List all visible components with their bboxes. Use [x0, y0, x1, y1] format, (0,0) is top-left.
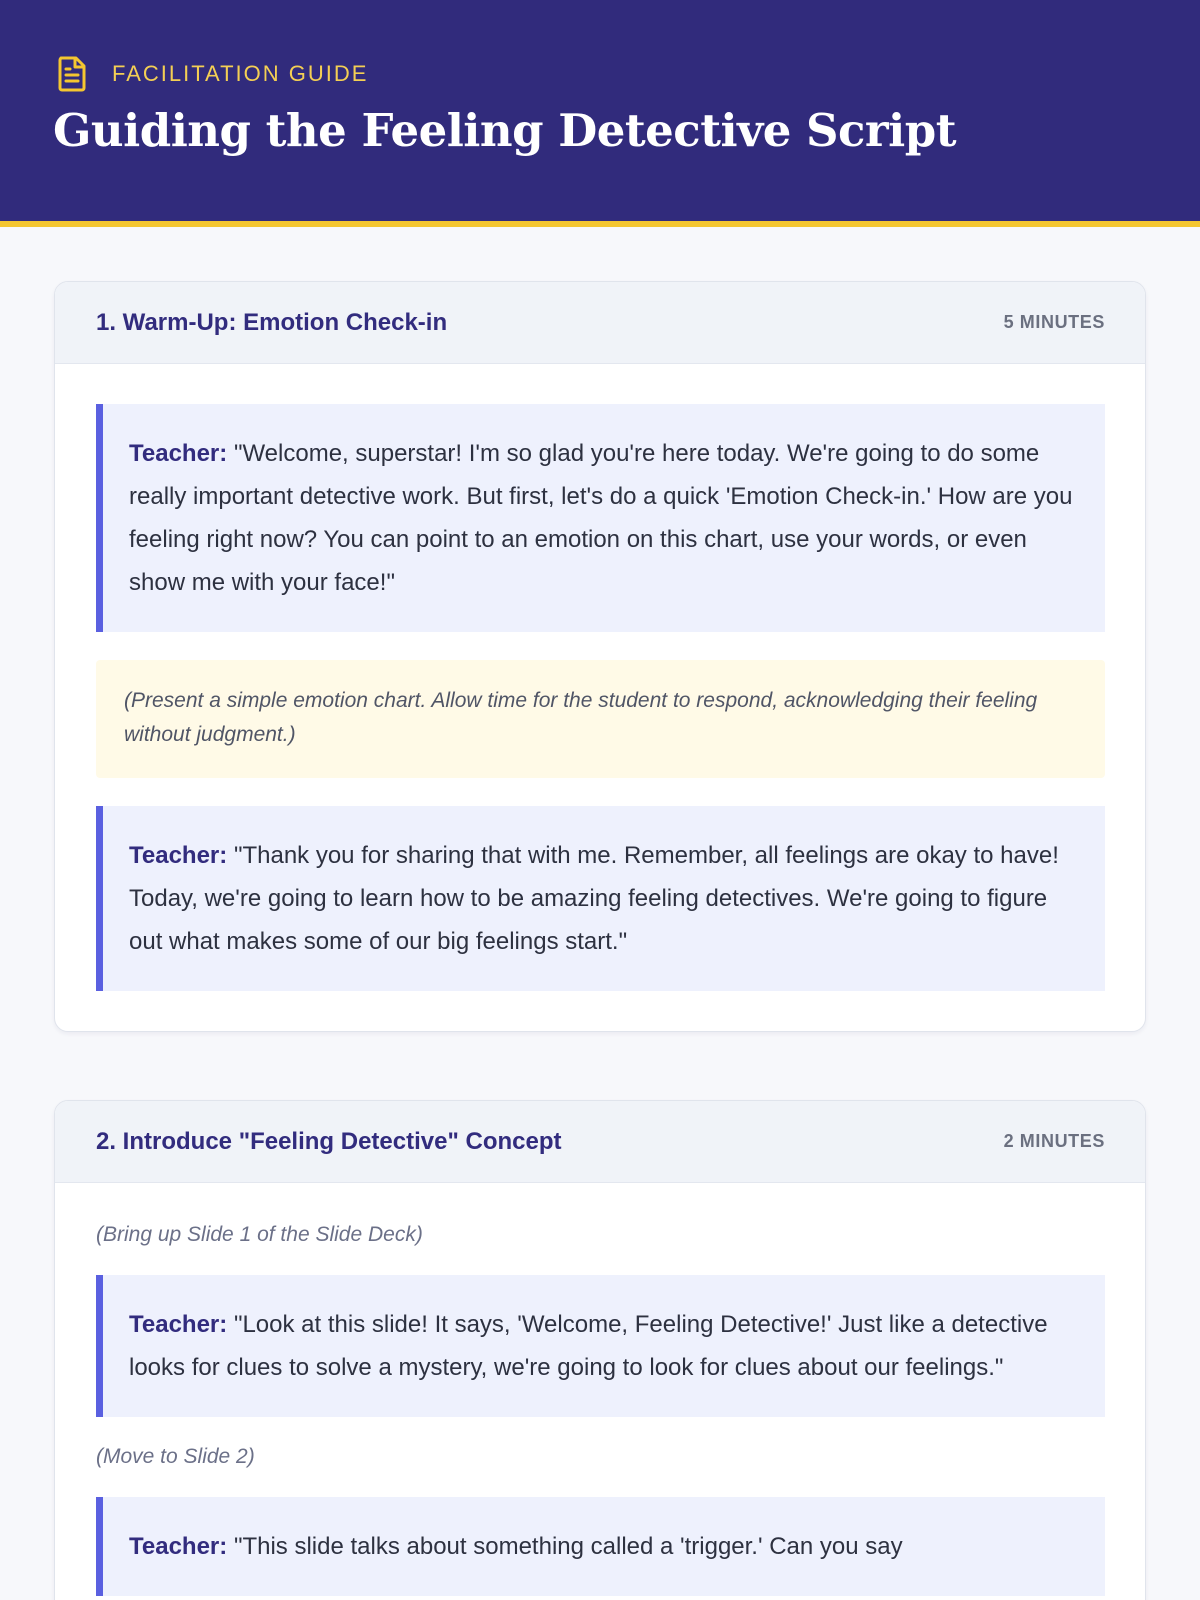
slide-cue: (Bring up Slide 1 of the Slide Deck) [96, 1223, 423, 1246]
eyebrow-label: FACILITATION GUIDE [112, 61, 369, 86]
teacher-script-text: "This slide talks about something called a 'trigger.' Can you say [233, 1533, 903, 1560]
teacher-script-text: "Welcome, superstar! I'm so glad you're here today. We're going to do some really important detective work. But first, let's do a quick 'Emotion Check-in.' How are you feeling right now? You can point to an emotion on this chart, use your words, or even show me with your face!" [129, 440, 1073, 596]
teacher-script-block [96, 1275, 1105, 1417]
document-icon [54, 54, 90, 94]
section-duration: 2 MINUTES [1003, 1131, 1105, 1151]
section-title: 1. Warm-Up: Emotion Check-in [96, 308, 448, 336]
section-card-introduce-concept [54, 1100, 1146, 1600]
section-body [55, 364, 1145, 1031]
teacher-script-text: "Thank you for sharing that with me. Remember, all feelings are okay to have! Today, we're going to learn how to be amazing feeling detectives. We're going to figure out what makes some of our big feelings start." [129, 842, 1059, 955]
section-duration: 5 MINUTES [1003, 312, 1105, 332]
eyebrow [54, 54, 368, 94]
main-content [0, 227, 1200, 1600]
section-header [55, 1101, 1145, 1183]
teacher-script-text: "Look at this slide! It says, 'Welcome, Feeling Detective!' Just like a detective looks for clues to solve a mystery, we're going to look for clues about our feelings." [129, 1311, 1048, 1381]
page-header [0, 0, 1200, 227]
section-body [55, 1183, 1145, 1600]
speaker-label: Teacher: [129, 842, 228, 869]
facilitator-note: (Present a simple emotion chart. Allow time for the student to respond, acknowledging their feeling without judgment.) [96, 660, 1105, 778]
section-card-warm-up [54, 281, 1146, 1032]
teacher-script-block [96, 806, 1105, 991]
speaker-label: Teacher: [129, 1311, 228, 1338]
speaker-label: Teacher: [129, 440, 228, 467]
teacher-script-block [96, 404, 1105, 632]
page-title: Guiding the Feeling Detective Script [53, 104, 956, 157]
speaker-label: Teacher: [129, 1533, 228, 1560]
section-header [55, 282, 1145, 364]
slide-cue: (Move to Slide 2) [96, 1445, 255, 1468]
section-title: 2. Introduce "Feeling Detective" Concept [96, 1127, 562, 1155]
teacher-script-block [96, 1497, 1105, 1596]
